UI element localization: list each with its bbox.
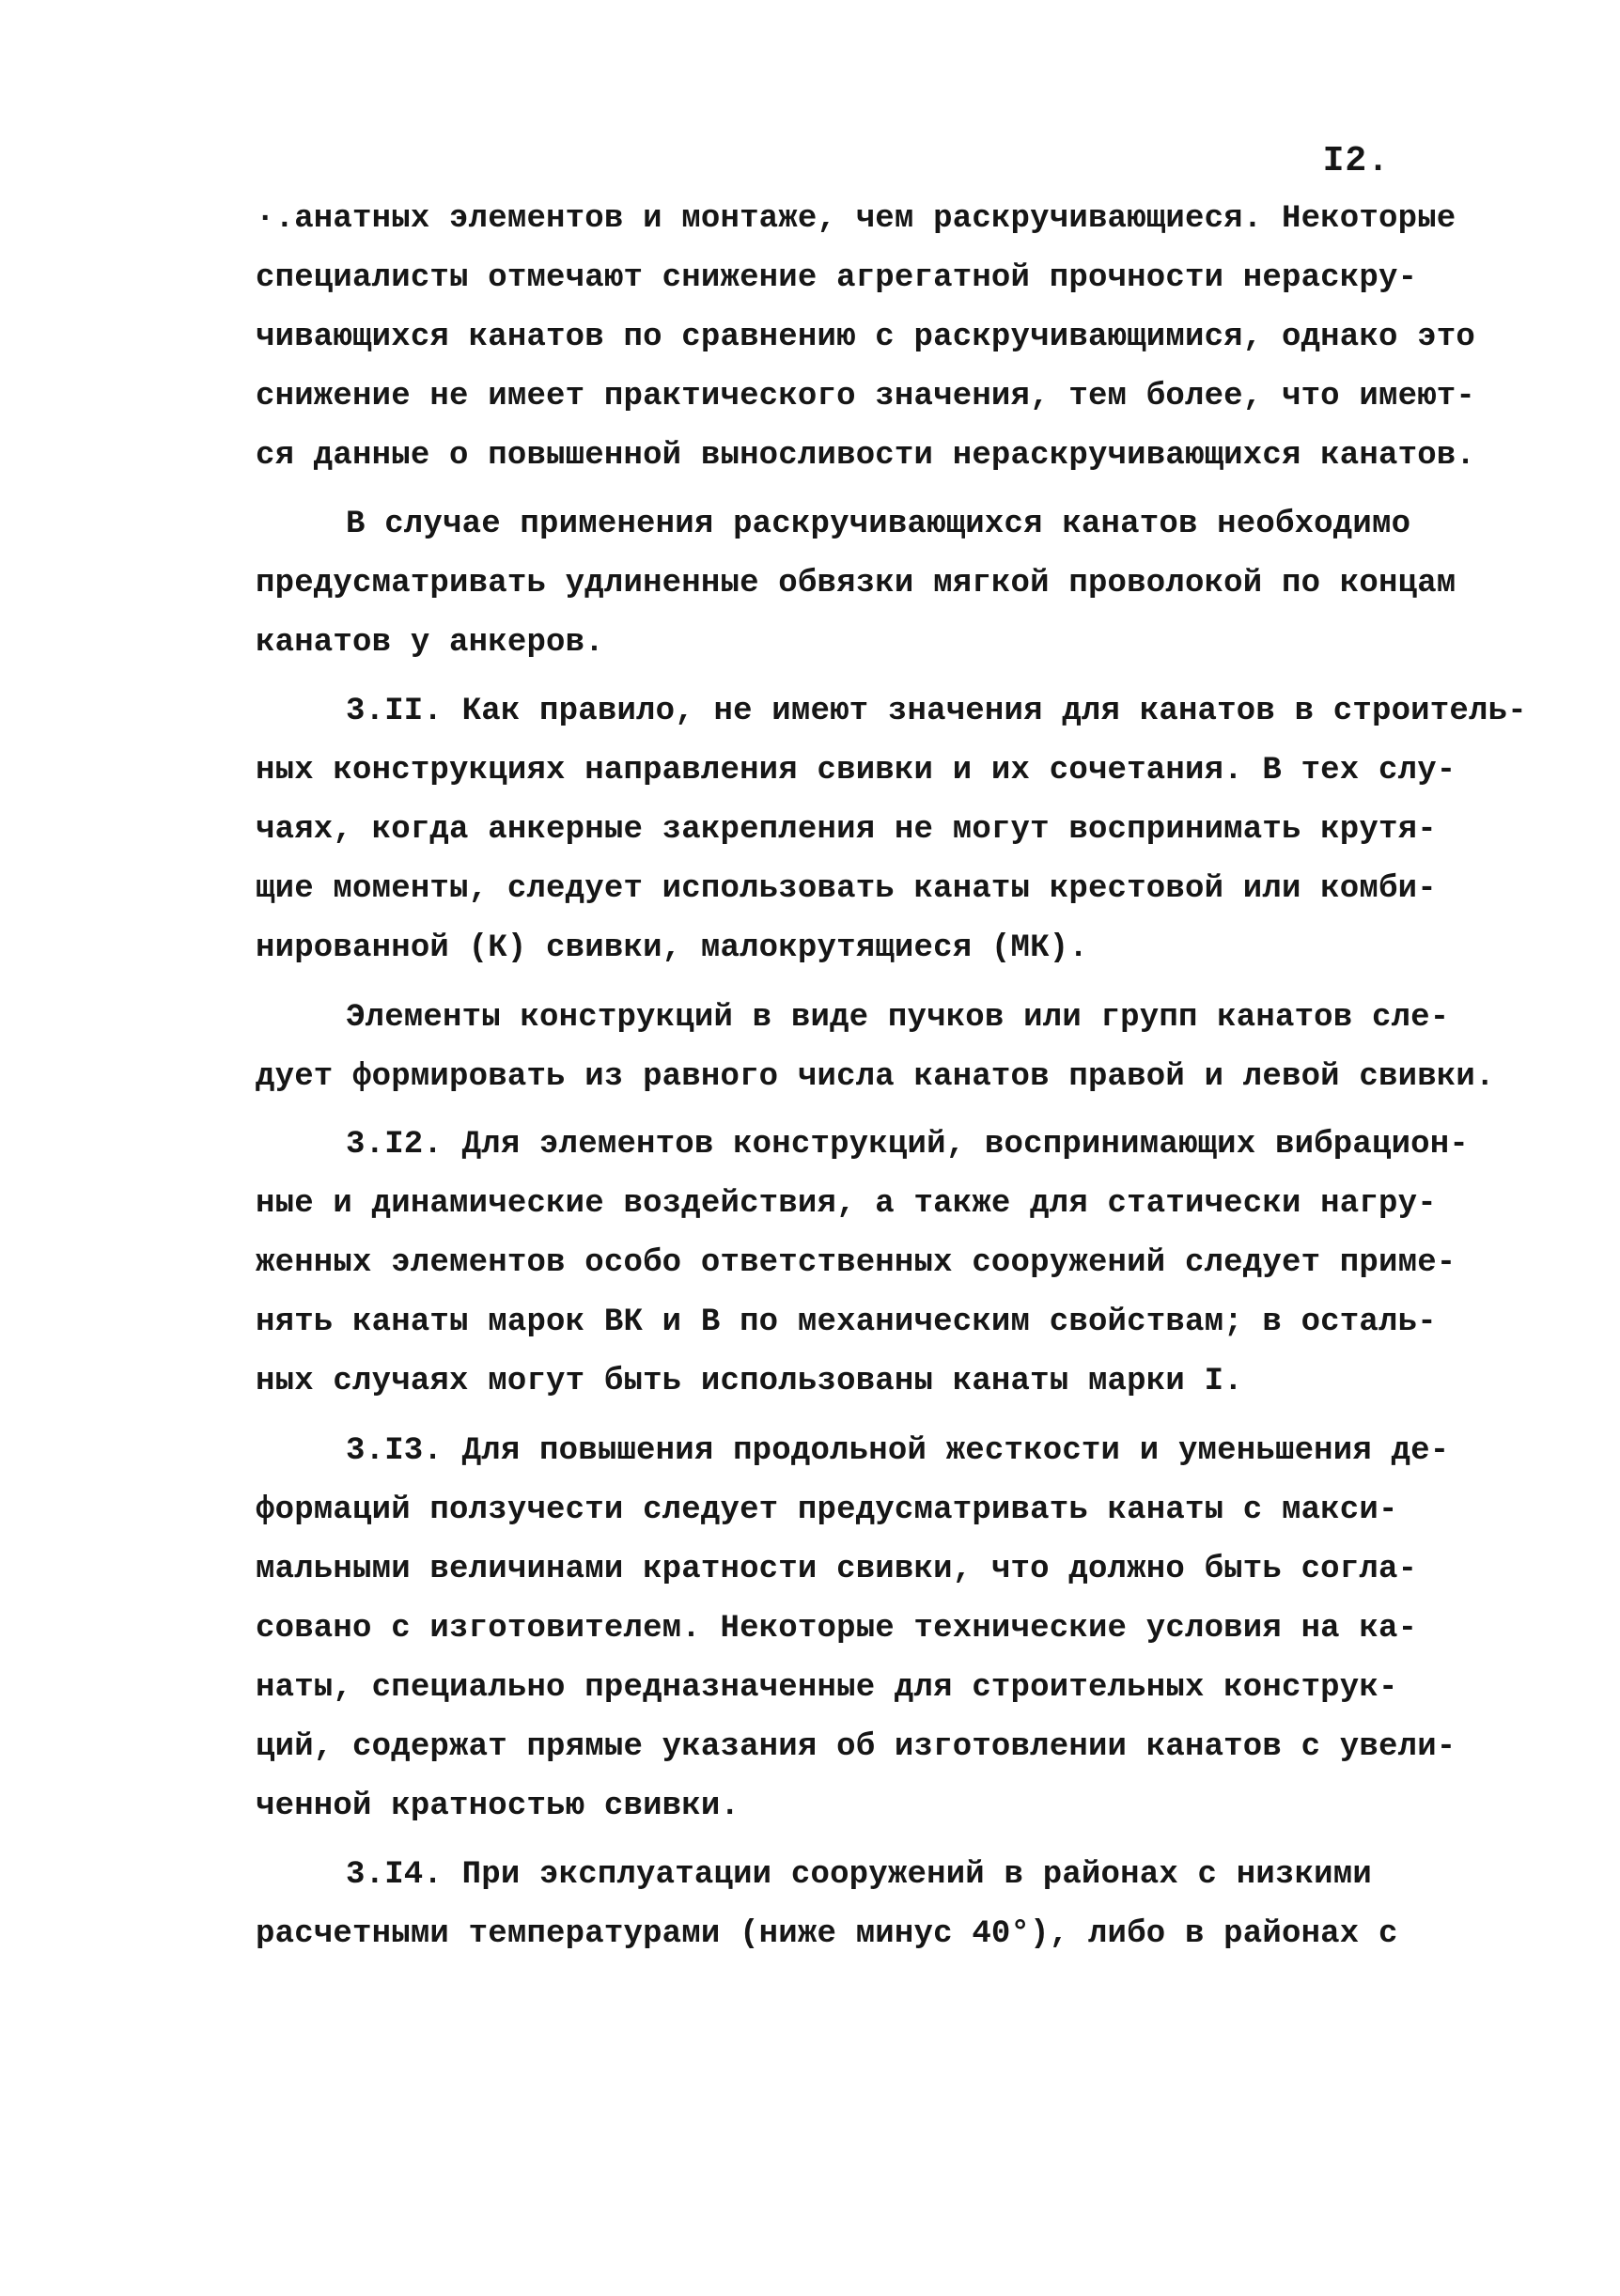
text-line-14: Элементы конструкций в виде пучков или групп канатов сле- <box>346 1000 1450 1036</box>
text-line-05: ся данные о повышенной выносливости нераскручивающихся канатов. <box>256 438 1476 474</box>
text-line-06: В случае применения раскручивающихся канатов необходимо <box>346 507 1411 542</box>
text-line-24: совано с изготовителем. Некоторые технические условия на ка- <box>256 1611 1418 1647</box>
text-line-20: ных случаях могут быть использованы канаты марки I. <box>256 1364 1243 1399</box>
text-line-07: предусматривать удлиненные обвязки мягкой проволокой по концам <box>256 566 1456 601</box>
text-line-16: 3.I2. Для элементов конструкций, воспринимающих вибрацион- <box>346 1127 1469 1163</box>
text-line-09: 3.II. Как правило, не имеют значения для канатов в строитель- <box>346 694 1527 729</box>
text-line-01: ·.анатных элементов и монтаже, чем раскручивающиеся. Некоторые <box>256 201 1456 237</box>
text-line-10: ных конструкциях направления свивки и их сочетания. В тех слу- <box>256 753 1456 789</box>
text-line-12: щие моменты, следует использовать канаты крестовой или комби- <box>256 871 1437 907</box>
text-line-15: дует формировать из равного числа канатов правой и левой свивки. <box>256 1059 1495 1095</box>
text-line-03: чивающихся канатов по сравнению с раскручивающимися, однако это <box>256 320 1476 355</box>
text-line-28: 3.I4. При эксплуатации сооружений в районах с низкими <box>346 1857 1372 1893</box>
text-line-17: ные и динамические воздействия, а также для статически нагру- <box>256 1186 1437 1222</box>
text-line-26: ций, содержат прямые указания об изготовлении канатов с увели- <box>256 1729 1456 1765</box>
text-line-29: расчетными температурами (ниже минус 40°), либо в районах с <box>256 1916 1398 1952</box>
text-line-23: мальными величинами кратности свивки, что должно быть согла- <box>256 1552 1418 1587</box>
text-line-04: снижение не имеет практического значения, тем более, что имеют- <box>256 379 1476 414</box>
text-line-11: чаях, когда анкерные закрепления не могут воспринимать крутя- <box>256 812 1437 848</box>
text-line-19: нять канаты марок ВК и В по механическим свойствам; в осталь- <box>256 1304 1437 1340</box>
text-line-22: формаций ползучести следует предусматривать канаты с макси- <box>256 1492 1398 1528</box>
text-line-18: женных элементов особо ответственных сооружений следует приме- <box>256 1245 1456 1281</box>
text-line-02: специалисты отмечают снижение агрегатной прочности нераскру- <box>256 260 1418 296</box>
text-line-08: канатов у анкеров. <box>256 625 604 661</box>
page-number: I2. <box>1322 141 1390 181</box>
text-line-27: ченной кратностью свивки. <box>256 1788 740 1824</box>
text-line-21: 3.I3. Для повышения продольной жесткости и уменьшения де- <box>346 1433 1450 1469</box>
text-line-25: наты, специально предназначенные для строительных конструк- <box>256 1670 1398 1706</box>
text-line-13: нированной (К) свивки, малокрутящиеся (МК). <box>256 930 1088 966</box>
